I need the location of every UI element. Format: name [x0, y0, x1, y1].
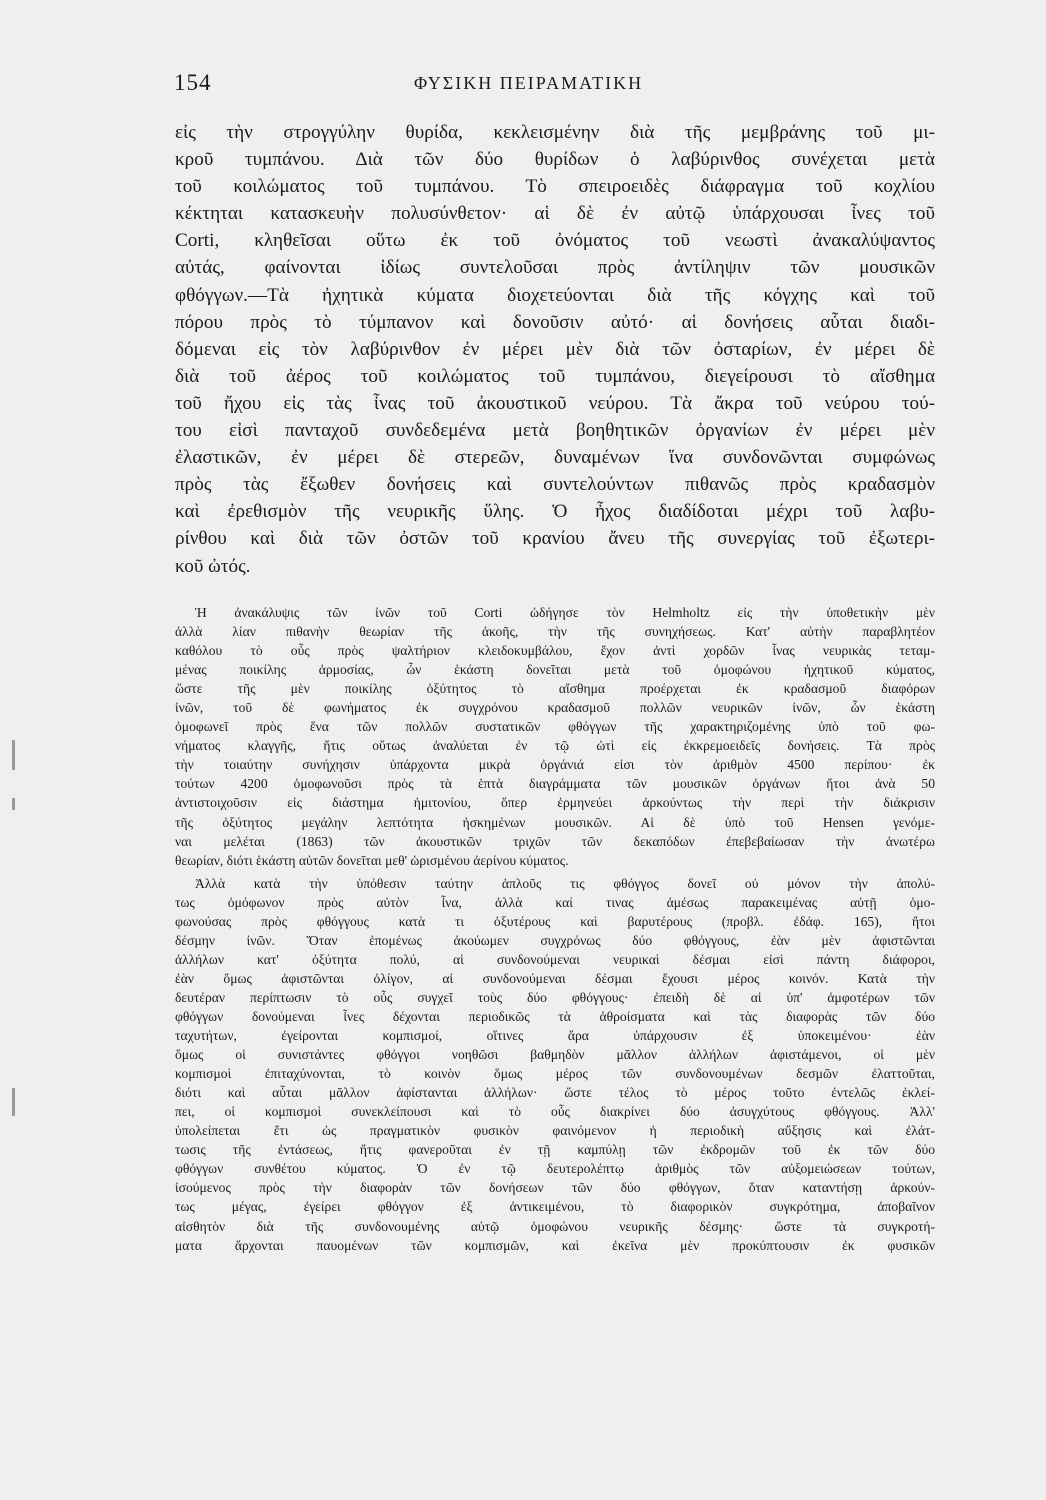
note-line: φθόγγων συνθέτου κύματος. Ὁ ἐν τῷ δευτερολέπτῳ ἀριθμὸς τῶν αὐξομειώσεων τούτων, [175, 1161, 935, 1177]
note-line: ὥστε τῆς μὲν ποικίλης ὀξύτητος τὸ αἴσθημα προέρχεται ἐκ κραδασμοῦ διαφόρων [175, 681, 935, 697]
main-line: φθόγγων.—Τὰ ἠχητικὰ κύματα διοχετεύονται διὰ τῆς κόγχης καὶ τοῦ [175, 284, 935, 306]
note-paragraph-1 [175, 603, 935, 870]
note-line: τως ὁμόφωνον πρὸς αὐτὸν ἶνα, ἀλλὰ καί τινας ἀμέσως παρακειμένας αὐτῇ ὁμο- [175, 894, 935, 910]
main-line: κροῦ τυμπάνου. Διὰ τῶν δύο θυρίδων ὁ λαβύρινθος συνέχεται μετὰ [175, 149, 935, 171]
note-line: ἰσούμενος πρὸς τὴν διαφορὰν τῶν δονήσεων τῶν δύο φθόγγων, ὅταν καταντήσῃ ἀρκούν- [175, 1180, 935, 1196]
note-line: τούτων 4200 ὁμοφωνοῦσι πρὸς τὰ ἑπτὰ διαγράμματα τῶν μουσικῶν ὀργάνων ἤτοι ἀνὰ 50 [175, 776, 935, 792]
note-line: αἰσθητὸν διὰ τῆς συνδονουμένης αὐτῷ ὁμοφώνου νευρικῆς δέσμης· ὥστε τὰ συγκροτή- [175, 1218, 935, 1234]
note-line: δέσμην ἰνῶν. Ὅταν ἑπομένως ἀκούωμεν συγχρόνως δύο φθόγγους, ἐὰν μὲν ἀφιστῶνται [175, 932, 935, 948]
note-line: δευτέραν περίπτωσιν τὸ οὖς συγχεῖ τοὺς δύο φθόγγους· ἐπειδὴ δὲ αἱ ὑπ' ἀμφοτέρων τῶν [175, 989, 935, 1005]
note-line: ἰνῶν, τοῦ δὲ φωνήματος ἐκ συγχρόνου κραδασμοῦ πολλῶν νευρικῶν ἰνῶν, ὧν ἑκάστη [175, 700, 935, 716]
note-line: ἀντιστοιχοῦσιν εἰς διάστημα ἡμιτονίου, ὅπερ ἑρμηνεύει ἀρκούντως τὴν περὶ τὴν διάκρισιν [175, 795, 935, 811]
note-line: ὅμως οἱ συνιστάντες φθόγγοι νοηθῶσι βαθμηδὸν μᾶλλον ἀλλήλων ἀφιστάμενοι, οἱ μὲν [175, 1047, 935, 1063]
main-line: τοῦ ἤχου εἰς τὰς ἶνας τοῦ ἀκουστικοῦ νεύρου. Τὰ ἄκρα τοῦ νεύρου τού- [175, 392, 935, 414]
note-line: τῆς ὀξύτητος μεγάλην λεπτότητα ἠσκημένων μουσικῶν. Αἱ δὲ ὑπὸ τοῦ Hensen γενόμε- [175, 814, 935, 830]
note-line: τως μέγας, ἐγείρει φθόγγον ἐξ ἀντικειμένου, τὸ διαφορικὸν συγκρότημα, ἀποβαῖνον [175, 1199, 935, 1215]
scan-mark [12, 798, 15, 810]
note-line: μένας ποικίλης ἁρμοσίας, ὧν ἑκάστη δονεῖται μετὰ τοῦ ὁμοφώνου ἠχητικοῦ κύματος, [175, 662, 935, 678]
note-line: καθόλου τὸ οὖς πρὸς ψαλτήριον κλειδοκυμβάλου, ἔχον ἀντὶ χορδῶν ἶνας νευρικὰς τεταμ- [175, 643, 935, 659]
note-line: νήματος κλαγγῆς, ἥτις οὕτως ἀναλύεται ἐν τῷ ὠτὶ εἰς ἐκκρεμοειδεῖς δονήσεις. Τὰ πρὸς [175, 738, 935, 754]
note-line: ἀλλὰ λίαν πιθανὴν θεωρίαν τῆς ἀκοῆς, τὴν τῆς συνηχήσεως. Κατ' αὐτὴν παραβλητέον [175, 624, 935, 640]
note-line: τωσις τῆς ἐντάσεως, ἥτις φανεροῦται ἐν τῇ καμπύλῃ τῶν ἐκδρομῶν τοῦ ἐκ τῶν δύο [175, 1142, 935, 1158]
note-line: θεωρίαν, διότι ἑκάστη αὐτῶν δονεῖται μεθ' ὡρισμένου ἀερίνου κύματος. [175, 852, 569, 868]
notes-block [175, 603, 935, 1255]
note-line: φθόγγων δονούμεναι ἶνες δέχονται περιοδικῶς τὰ ἀθροίσματα καὶ τὰς διαφορὰς τῶν δύο [175, 1008, 935, 1024]
note-line: ἀλλήλων κατ' ὀξύτητα πολύ, αἱ συνδονούμεναι νευρικαὶ δέσμαι εἰσὶ πάντη διάφοροι, [175, 951, 935, 967]
main-line: καὶ ἐρεθισμὸν τῆς νευρικῆς ὕλης. Ὁ ἦχος διαδίδοται μέχρι τοῦ λαβυ- [175, 501, 935, 523]
scan-margin-marks [8, 740, 22, 1160]
main-line: δόμεναι εἰς τὸν λαβύρινθον ἐν μέρει μὲν διὰ τῶν ὀσταρίων, ἐν μέρει δὲ [175, 338, 935, 360]
note-line: κομπισμοὶ ἐπιταχύνονται, τὸ κοινὸν ὅμως μέρος τῶν συνδονουμένων δεσμῶν ἐλαττοῦται, [175, 1066, 935, 1082]
page-header [174, 70, 934, 106]
note-line: διότι καὶ αὗται μᾶλλον ἀφίστανται ἀλλήλων· ὥστε τέλος τὸ μέρος τοῦτο ἐντελῶς ἐκλεί- [175, 1085, 935, 1101]
main-line: εἰς τὴν στρογγύλην θυρίδα, κεκλεισμένην διὰ τῆς μεμβράνης τοῦ μι- [175, 122, 935, 143]
main-text-block [175, 119, 935, 580]
note-line: Ἀλλὰ κατὰ τὴν ὑπόθεσιν ταύτην ἁπλοῦς τις φθόγγος δονεῖ οὐ μόνον τὴν ἀπολύ- [195, 875, 935, 891]
note-line: ἐὰν ὅμως ἀφιστῶνται ὀλίγον, αἱ συνδονούμεναι δέσμαι ἔχουσι μέρος κοινόν. Κατὰ τὴν [175, 970, 935, 986]
main-line: τοῦ κοιλώματος τοῦ τυμπάνου. Τὸ σπειροειδὲς διάφραγμα τοῦ κοχλίου [175, 176, 935, 198]
main-line: πόρου πρὸς τὸ τύμπανον καὶ δονοῦσιν αὐτό· αἱ δονήσεις αὗται διαδι- [175, 311, 935, 333]
note-line: πει, οἱ κομπισμοὶ συνεκλείπουσι καὶ τὸ οὖς διακρίνει δύο ἀσυγχύτους φθόγγους. Ἀλλ' [175, 1104, 935, 1120]
note-line: ὑπολείπεται ἔτι ὡς πραγματικὸν φυσικὸν φαινόμενον ἡ περιοδικὴ αὔξησις καὶ ἐλάτ- [175, 1123, 935, 1139]
main-line: αὐτάς, φαίνονται ἰδίως συντελοῦσαι πρὸς ἀντίληψιν τῶν μουσικῶν [175, 257, 935, 279]
note-line: φωνούσας πρὸς φθόγγους κατὰ τι ὀξυτέρους καὶ βαρυτέρους (προβλ. ἐδάφ. 165), ἤτοι [175, 913, 935, 929]
note-line: ταχυτήτων, ἐγείρονται κομπισμοί, οἵτινες ἄρα ὑπάρχουσιν ἐξ ὑποκειμένου· ἐὰν [175, 1028, 935, 1044]
main-line: διὰ τοῦ ἀέρος τοῦ κοιλώματος τοῦ τυμπάνου, διεγείρουσι τὸ αἴσθημα [175, 365, 935, 387]
main-line: κοῦ ὠτός. [175, 555, 251, 577]
note-line: ματα ἄρχονται παυομένων τῶν κομπισμῶν, καὶ ἐκεῖνα μὲν προκύπτουσιν ἐκ φυσικῶν [175, 1237, 935, 1253]
main-line: κέκτηται κατασκευὴν πολυσύνθετον· αἱ δὲ ἐν αὐτῷ ὑπάρχουσαι ἶνες τοῦ [175, 203, 935, 225]
note-paragraph-2 [175, 874, 935, 1255]
main-line: πρὸς τὰς ἔξωθεν δονήσεις καὶ συντελούντων πιθανῶς πρὸς κραδασμὸν [175, 474, 935, 496]
page-number: 154 [174, 70, 212, 95]
scan-mark [12, 1088, 15, 1116]
scan-mark [12, 740, 15, 770]
main-line: του εἰσὶ πανταχοῦ συνδεδεμένα μετὰ βοηθητικῶν ὀργανίων ἐν μέρει μὲν [175, 420, 935, 442]
main-line: Corti, κληθεῖσαι οὕτω ἐκ τοῦ ὀνόματος τοῦ νεωστὶ ἀνακαλύψαντος [175, 230, 935, 252]
note-line: Ἡ ἀνακάλυψις τῶν ἰνῶν τοῦ Corti ὡδήγησε τὸν Helmholtz εἰς τὴν ὑποθετικὴν μὲν [195, 605, 935, 620]
running-title: ΦΥΣΙΚΗ ΠΕΙΡΑΜΑΤΙΚΗ [414, 73, 644, 93]
main-line: ρίνθου καὶ διὰ τῶν ὀστῶν τοῦ κρανίου ἄνευ τῆς συνεργίας τοῦ ἐξωτερι- [175, 528, 935, 550]
main-line: ἐλαστικῶν, ἐν μέρει δὲ στερεῶν, δυναμένων ἵνα συνδονῶνται συμφώνως [175, 447, 935, 469]
note-line: ναι μελέται (1863) τῶν ἀκουστικῶν τριχῶν τῶν δεκαπόδων ἐπεβεβαίωσαν τὴν ἀνωτέρω [175, 833, 935, 849]
note-line: τὴν τοιαύτην συνήχησιν ὑπάρχοντα μικρὰ ὀργάνιά εἰσι τὸν ἀριθμὸν 4500 περίπου· ἐκ [175, 757, 935, 773]
note-line: ὁμοφωνεῖ πρὸς ἕνα τῶν πολλῶν συστατικῶν φθόγγων τῆς χαρακτηριζομένης ὑπὸ τοῦ φω- [175, 719, 935, 735]
